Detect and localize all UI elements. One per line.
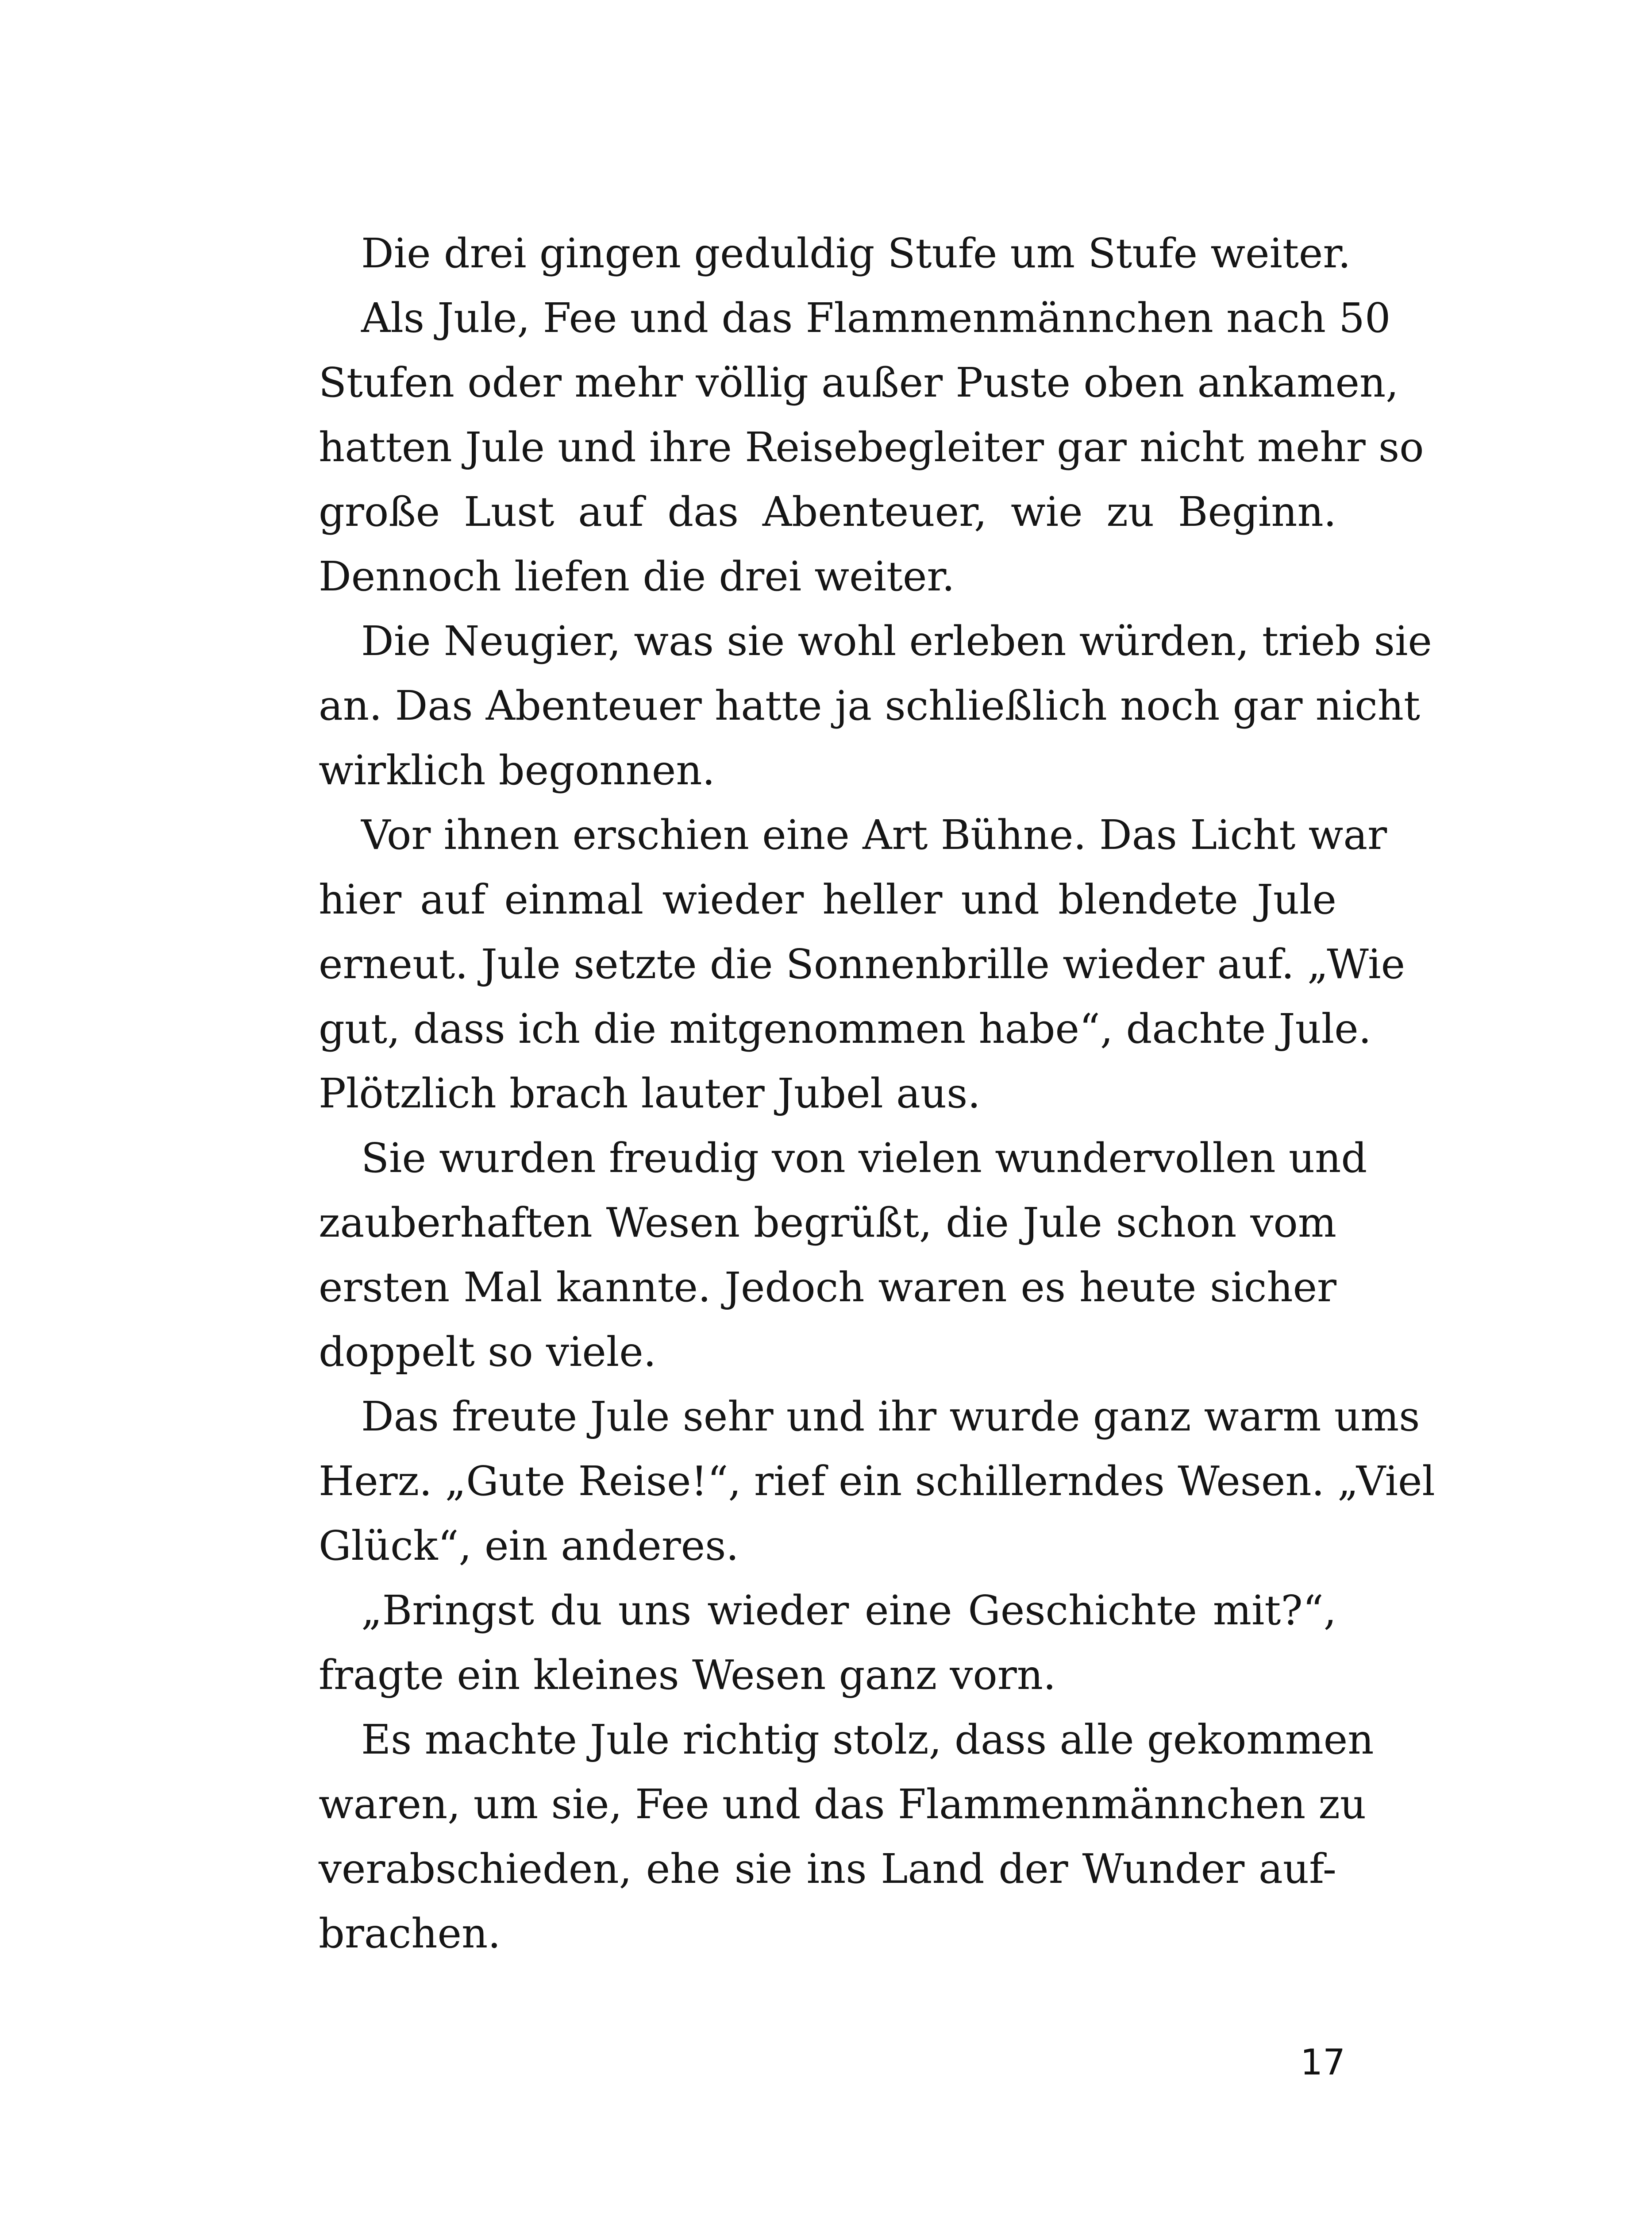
text-line: große Lust auf das Abenteuer, wie zu Beginn. <box>319 488 1336 536</box>
text-line: Herz. „Gute Reise!“, rief ein schillerndes Wesen. „Viel <box>319 1457 1435 1505</box>
paragraph-2 <box>319 286 1424 609</box>
text-line: Die drei gingen geduldig Stufe um Stufe weiter. <box>361 230 1351 277</box>
text-line: zauberhaften Wesen begrüßt, die Jule schon vom <box>319 1199 1336 1246</box>
text-line: Dennoch liefen die drei weiter. <box>319 553 955 600</box>
text-line: Vor ihnen erschien eine Art Bühne. Das Licht war <box>361 811 1387 859</box>
text-line: verabschieden, ehe sie ins Land der Wunder auf- <box>319 1845 1336 1893</box>
body-text <box>319 221 1435 1966</box>
text-line: Es machte Jule richtig stolz, dass alle gekommen <box>361 1716 1374 1763</box>
text-line: brachen. <box>319 1910 501 1957</box>
text-line: „Bringst du uns wieder eine Geschichte mit?“, <box>361 1587 1336 1634</box>
paragraph-4 <box>319 803 1406 1126</box>
text-line: Sie wurden freudig von vielen wundervollen und <box>361 1134 1367 1182</box>
text-line: gut, dass ich die mitgenommen habe“, dachte Jule. <box>319 1005 1371 1053</box>
text-line: fragte ein kleines Wesen ganz vorn. <box>319 1651 1056 1699</box>
text-line: ersten Mal kannte. Jedoch waren es heute sicher <box>319 1264 1336 1311</box>
paragraph-1 <box>319 221 1351 286</box>
paragraph-7 <box>319 1578 1336 1708</box>
text-line: doppelt so viele. <box>319 1328 656 1376</box>
text-line: Die Neugier, was sie wohl erleben würden, trieb sie <box>361 617 1432 665</box>
paragraph-8 <box>319 1708 1374 1966</box>
page-number: 17 <box>1300 2042 1345 2083</box>
paragraph-3 <box>319 609 1432 803</box>
text-line: Glück“, ein anderes. <box>319 1522 739 1569</box>
text-line: erneut. Jule setzte die Sonnenbrille wieder auf. „Wie <box>319 941 1406 988</box>
text-line: Plötzlich brach lauter Jubel aus. <box>319 1070 981 1117</box>
text-line: hier auf einmal wieder heller und blendete Jule <box>319 876 1336 923</box>
text-line: Als Jule, Fee und das Flammenmännchen nach 50 <box>361 294 1391 342</box>
text-line: Das freute Jule sehr und ihr wurde ganz warm ums <box>361 1393 1420 1440</box>
text-line: Stufen oder mehr völlig außer Puste oben ankamen, <box>319 359 1399 406</box>
paragraph-5 <box>319 1126 1367 1384</box>
text-line: hatten Jule und ihre Reisebegleiter gar nicht mehr so <box>319 424 1424 471</box>
text-line: wirklich begonnen. <box>319 747 715 794</box>
text-line: an. Das Abenteuer hatte ja schließlich noch gar nicht <box>319 682 1421 729</box>
text-line: waren, um sie, Fee und das Flammenmännchen zu <box>319 1781 1367 1828</box>
paragraph-6 <box>319 1384 1435 1578</box>
